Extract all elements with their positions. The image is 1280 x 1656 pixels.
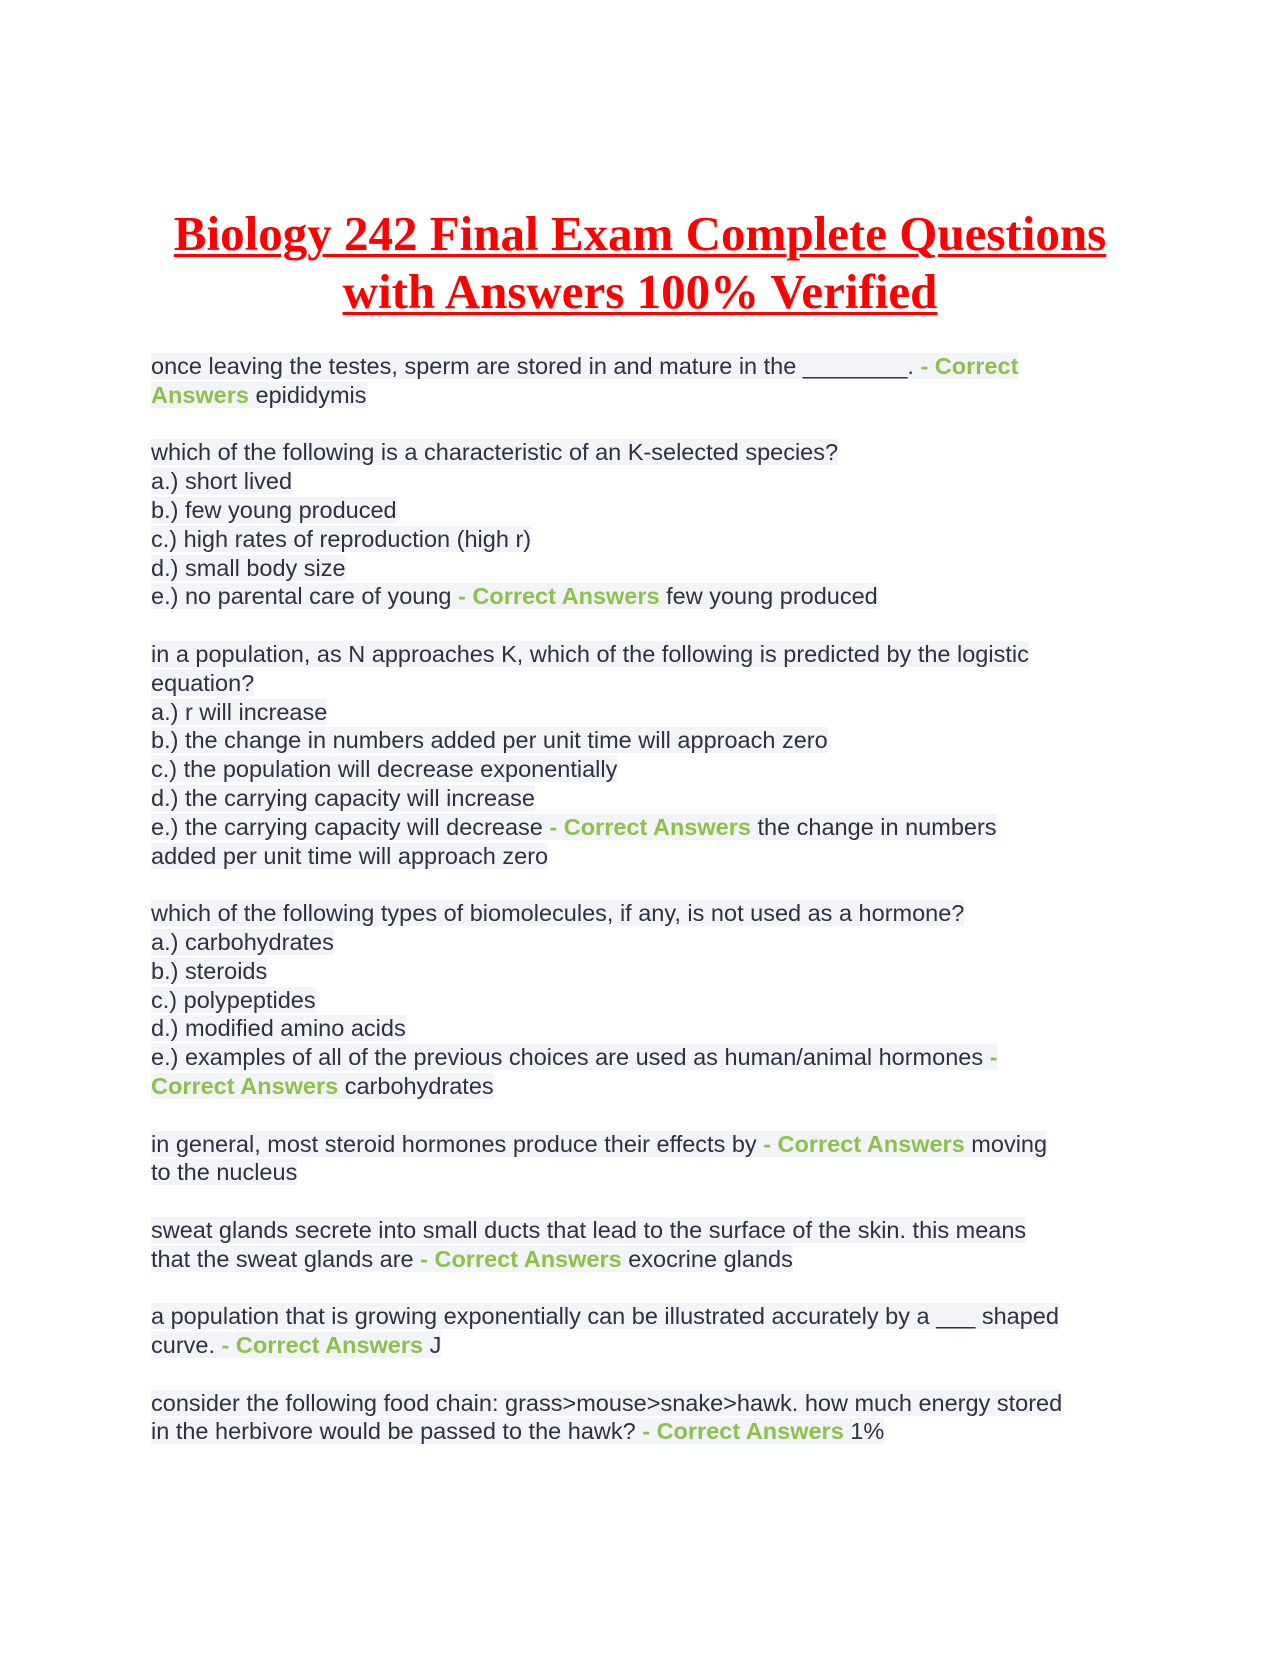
highlighted-text [151, 1390, 1062, 1416]
highlighted-text [151, 1332, 441, 1358]
question-block [151, 1216, 1131, 1274]
correct-answer-marker: - Correct Answers [549, 813, 751, 840]
question-text: e.) the carrying capacity will decrease [151, 813, 550, 840]
title-line-2: with Answers 100% Verified [342, 264, 938, 319]
text-line [151, 842, 1131, 871]
question-text: sweat glands secrete into small ducts that lead to the surface of the skin. this means [151, 1216, 1027, 1243]
document-title [140, 205, 1140, 321]
question-block [151, 1389, 1131, 1447]
question-text: in a population, as N approaches K, which of the following is predicted by the logistic [151, 640, 1029, 667]
text-line [151, 352, 1131, 381]
question-text: curve. [151, 1332, 222, 1359]
correct-answer-marker: - Correct [920, 353, 1019, 379]
correct-answer-marker: Correct Answers [151, 1072, 339, 1099]
question-block [151, 352, 1131, 410]
answer-text: the change in numbers [750, 813, 997, 840]
question-text: added per unit time will approach zero [151, 842, 549, 869]
question-text: that the sweat glands are [151, 1245, 421, 1272]
correct-answer-marker: - Correct Answers [458, 583, 660, 610]
highlighted-text [151, 699, 327, 725]
text-line [151, 1216, 1131, 1245]
answer-text: few young produced [659, 583, 878, 610]
text-line [151, 957, 1131, 986]
question-text: a.) r will increase [151, 698, 328, 725]
question-text: once leaving the testes, sperm are stored in and mature in the ________. [151, 353, 921, 379]
highlighted-text [151, 843, 548, 869]
highlighted-text [151, 1303, 1059, 1329]
correct-answer-marker: - Correct Answers [642, 1418, 844, 1445]
text-line [151, 582, 1131, 611]
text-line [151, 986, 1131, 1015]
question-text: a.) short lived [151, 468, 293, 495]
text-line [151, 640, 1131, 669]
question-text: b.) few young produced [151, 496, 397, 523]
question-text: b.) steroids [151, 957, 268, 984]
text-line [151, 899, 1131, 928]
highlighted-text [151, 929, 334, 955]
highlighted-text [151, 1044, 997, 1070]
question-list [151, 352, 1131, 1475]
text-line [151, 467, 1131, 496]
highlighted-text [151, 497, 397, 523]
text-line [151, 1130, 1131, 1159]
text-line [151, 1072, 1131, 1101]
question-block [151, 640, 1131, 870]
text-line [151, 1043, 1131, 1072]
text-line [151, 525, 1131, 554]
text-line [151, 1389, 1131, 1418]
answer-text: J [423, 1332, 442, 1359]
highlighted-text [151, 1246, 793, 1272]
question-text: a.) carbohydrates [151, 928, 334, 955]
question-text: c.) the population will decrease exponentially [151, 756, 618, 783]
answer-text: epididymis [248, 381, 367, 408]
correct-answer-marker: - Correct Answers [221, 1332, 424, 1359]
correct-answer-marker: - Correct Answers [420, 1245, 622, 1272]
highlighted-text [151, 756, 617, 782]
question-text: e.) examples of all of the previous choices are used as human/animal hormones [151, 1044, 990, 1071]
highlighted-text [151, 526, 531, 552]
question-block [151, 438, 1131, 611]
question-text: d.) small body size [151, 554, 346, 581]
highlighted-text [151, 641, 1029, 667]
highlighted-text [151, 814, 997, 840]
highlighted-text [151, 1217, 1026, 1243]
text-line [151, 726, 1131, 755]
text-line [151, 1417, 1131, 1446]
question-block [151, 1302, 1131, 1360]
highlighted-text [151, 1159, 297, 1185]
highlighted-text [151, 900, 964, 926]
text-line [151, 669, 1131, 698]
text-line [151, 784, 1131, 813]
question-text: in general, most steroid hormones produce their effects by [151, 1130, 764, 1157]
text-line [151, 554, 1131, 583]
question-text: which of the following types of biomolecules, if any, is not used as a hormone? [151, 900, 965, 927]
question-block [151, 899, 1131, 1101]
text-line [151, 496, 1131, 525]
question-text: d.) the carrying capacity will increase [151, 784, 535, 811]
highlighted-text [151, 555, 346, 581]
highlighted-text [151, 1073, 494, 1099]
correct-answer-marker: - [989, 1044, 998, 1071]
text-line [151, 381, 1131, 410]
text-line [151, 755, 1131, 784]
answer-text: 1% [843, 1418, 885, 1445]
highlighted-text [151, 1418, 884, 1444]
highlighted-text [151, 785, 535, 811]
highlighted-text [151, 727, 828, 753]
question-text: a population that is growing exponentially can be illustrated accurately by a ___ shaped [151, 1303, 1059, 1330]
text-line [151, 928, 1131, 957]
text-line [151, 1302, 1131, 1331]
question-block [151, 1130, 1131, 1188]
question-text: which of the following is a characteristic of an K-selected species? [151, 439, 839, 466]
question-text: e.) no parental care of young [151, 583, 459, 610]
question-text: d.) modified amino acids [151, 1015, 406, 1042]
highlighted-text [151, 670, 254, 696]
text-line [151, 1014, 1131, 1043]
text-line [151, 698, 1131, 727]
answer-text: carbohydrates [338, 1072, 494, 1099]
question-text: equation? [151, 669, 255, 696]
highlighted-text [151, 1131, 1047, 1157]
highlighted-text [151, 353, 1018, 379]
question-text: consider the following food chain: grass>mouse>snake>hawk. how much energy stored [151, 1389, 1063, 1416]
highlighted-text [151, 468, 292, 494]
text-line [151, 1158, 1131, 1187]
highlighted-text [151, 958, 267, 984]
answer-text: moving [964, 1130, 1048, 1157]
question-text: c.) high rates of reproduction (high r) [151, 525, 532, 552]
question-text: to the nucleus [151, 1159, 298, 1186]
text-line [151, 1245, 1131, 1274]
text-line [151, 813, 1131, 842]
highlighted-text [151, 382, 367, 408]
text-line [151, 1331, 1131, 1360]
title-line-1: Biology 242 Final Exam Complete Questions [173, 206, 1107, 261]
highlighted-text [151, 987, 316, 1013]
highlighted-text [151, 439, 838, 465]
highlighted-text [151, 1015, 406, 1041]
answer-text: exocrine glands [621, 1245, 793, 1272]
correct-answer-marker: - Correct Answers [763, 1130, 965, 1157]
text-line [151, 438, 1131, 467]
question-text: in the herbivore would be passed to the hawk? [151, 1418, 643, 1445]
question-text: c.) polypeptides [151, 986, 316, 1013]
correct-answer-marker: Answers [151, 381, 249, 408]
question-text: b.) the change in numbers added per unit time will approach zero [151, 727, 828, 754]
highlighted-text [151, 583, 878, 609]
